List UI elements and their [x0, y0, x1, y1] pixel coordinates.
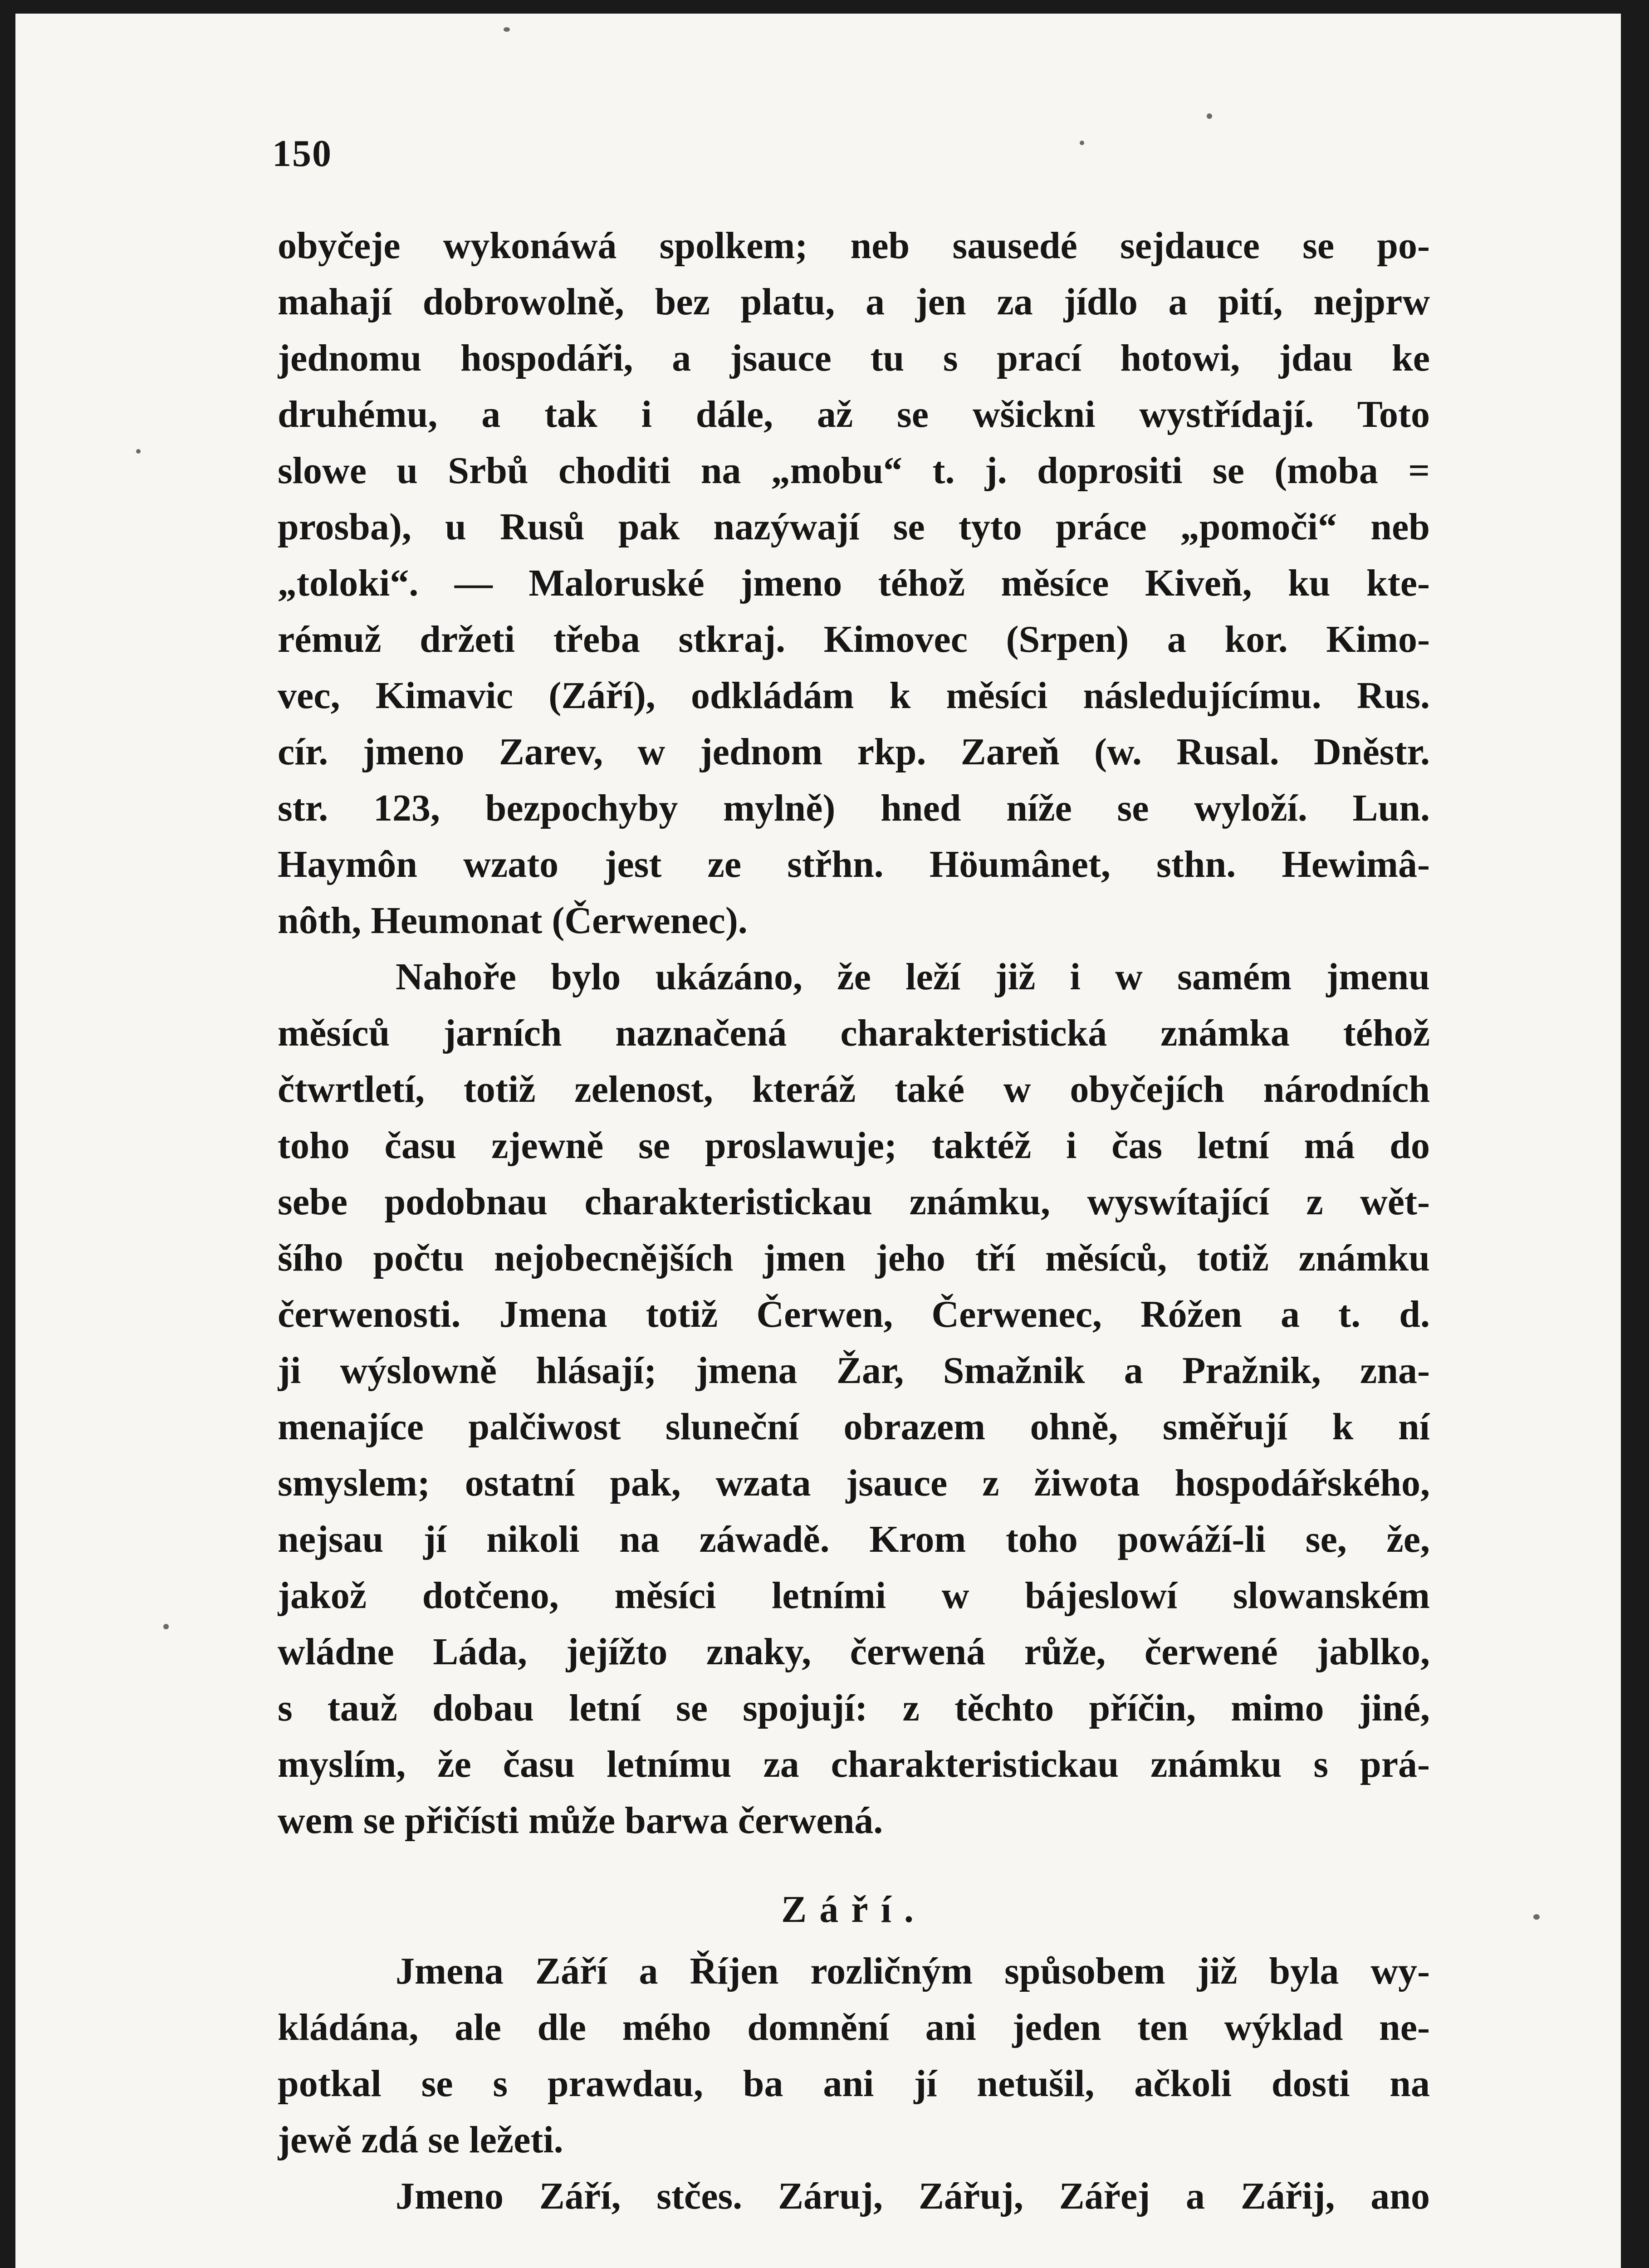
text-line: jakož dotčeno, měsíci letními w bájeslowí slowanském: [278, 1574, 1430, 1617]
text-line: Jmena Září a Říjen rozličným spůsobem již byla wy-: [396, 1950, 1430, 1992]
body-text: [278, 218, 1430, 2224]
text-line: šího počtu nejobecnějších jmen jeho tří měsíců, totiž známku: [278, 1237, 1430, 1279]
text-line: jewě zdá se ležeti.: [278, 2119, 563, 2161]
text-line: rémuž držeti třeba stkraj. Kimovec (Srpen) a kor. Kimo-: [278, 618, 1430, 660]
paper-speck: [1080, 141, 1084, 145]
text-line: wládne Láda, jejížto znaky, čerwená růže, čerwené jablko,: [278, 1631, 1430, 1673]
paper-speck: [1533, 1914, 1540, 1920]
scan-border-top: [0, 0, 1649, 14]
text-line: prosba), u Rusů pak nazýwají se tyto práce „pomoči“ neb: [278, 506, 1430, 548]
text-line: Nahoře bylo ukázáno, že leží již i w samém jmenu: [396, 956, 1430, 998]
paper-speck: [163, 1624, 169, 1629]
text-line: Jmeno Září, stčes. Záruj, Zářuj, Zářej a Zářij, ano: [396, 2175, 1430, 2217]
scan-border-left: [0, 0, 15, 2268]
text-line: ji wýslowně hlásají; jmena Žar, Smažnik a Pražnik, zna-: [278, 1349, 1430, 1392]
paper-speck: [136, 449, 141, 454]
text-line: toho času zjewně se proslawuje; taktéž i čas letní má do: [278, 1124, 1430, 1167]
paper-speck: [1207, 113, 1212, 119]
text-line: menajíce palčiwost sluneční obrazem ohně, směřují k ní: [278, 1406, 1430, 1448]
text-line: s tauž dobau letní se spojují: z těchto příčin, mimo jiné,: [278, 1687, 1430, 1729]
text-line: obyčeje wykonáwá spolkem; neb sausedé sejdauce se po-: [278, 225, 1430, 267]
paper-speck: [504, 27, 510, 32]
text-line: jednomu hospodáři, a jsauce tu s prací hotowi, jdau ke: [278, 337, 1430, 379]
text-line: str. 123, bezpochyby mylně) hned níže se wyloží. Lun.: [278, 787, 1430, 829]
text-line: druhému, a tak i dále, až se wšickni wystřídají. Toto: [278, 393, 1430, 435]
text-line: Haymôn wzato jest ze střhn. Höumânet, sthn. Hewimâ-: [278, 843, 1430, 885]
scan-border-right: [1621, 0, 1649, 2268]
text-line: nôth, Heumonat (Čerwenec).: [278, 899, 748, 942]
text-line: „toloki“. — Maloruské jmeno téhož měsíce Kiveň, ku kte-: [278, 562, 1430, 604]
text-line: cír. jmeno Zarev, w jednom rkp. Zareň (w. Rusal. Dněstr.: [278, 731, 1430, 773]
text-line: smyslem; ostatní pak, wzata jsauce z žiwota hospodářského,: [278, 1462, 1430, 1504]
text-line: kládána, ale dle mého domnění ani jeden ten wýklad ne-: [278, 2006, 1430, 2048]
text-line: potkal se s prawdau, ba ani jí netušil, ačkoli dosti na: [278, 2063, 1430, 2105]
text-line: wem se přičísti může barwa čerwená.: [278, 1799, 883, 1842]
text-line: čerwenosti. Jmena totiž Čerwen, Čerwenec, Róžen a t. d.: [278, 1293, 1430, 1335]
text-line: mahají dobrowolně, bez platu, a jen za jídlo a pití, nejprw: [278, 281, 1430, 323]
text-line: myslím, že času letnímu za charakteristickau známku s prá-: [278, 1743, 1430, 1785]
page-number: 150: [272, 132, 332, 175]
text-line: nejsau jí nikoli na záwadě. Krom toho powáží-li se, že,: [278, 1518, 1430, 1560]
text-line: měsíců jarních naznačená charakteristická známka téhož: [278, 1012, 1430, 1054]
text-line: čtwrtletí, totiž zelenost, kteráž také w obyčejích národních: [278, 1068, 1430, 1110]
text-line: slowe u Srbů choditi na „mobu“ t. j. doprositi se (moba =: [278, 450, 1430, 492]
text-line: sebe podobnau charakteristickau známku, wyswítající z wět-: [278, 1181, 1430, 1223]
section-heading: Září.: [781, 1888, 926, 1931]
text-line: vec, Kimavic (Září), odkládám k měsíci následujícímu. Rus.: [278, 675, 1430, 717]
